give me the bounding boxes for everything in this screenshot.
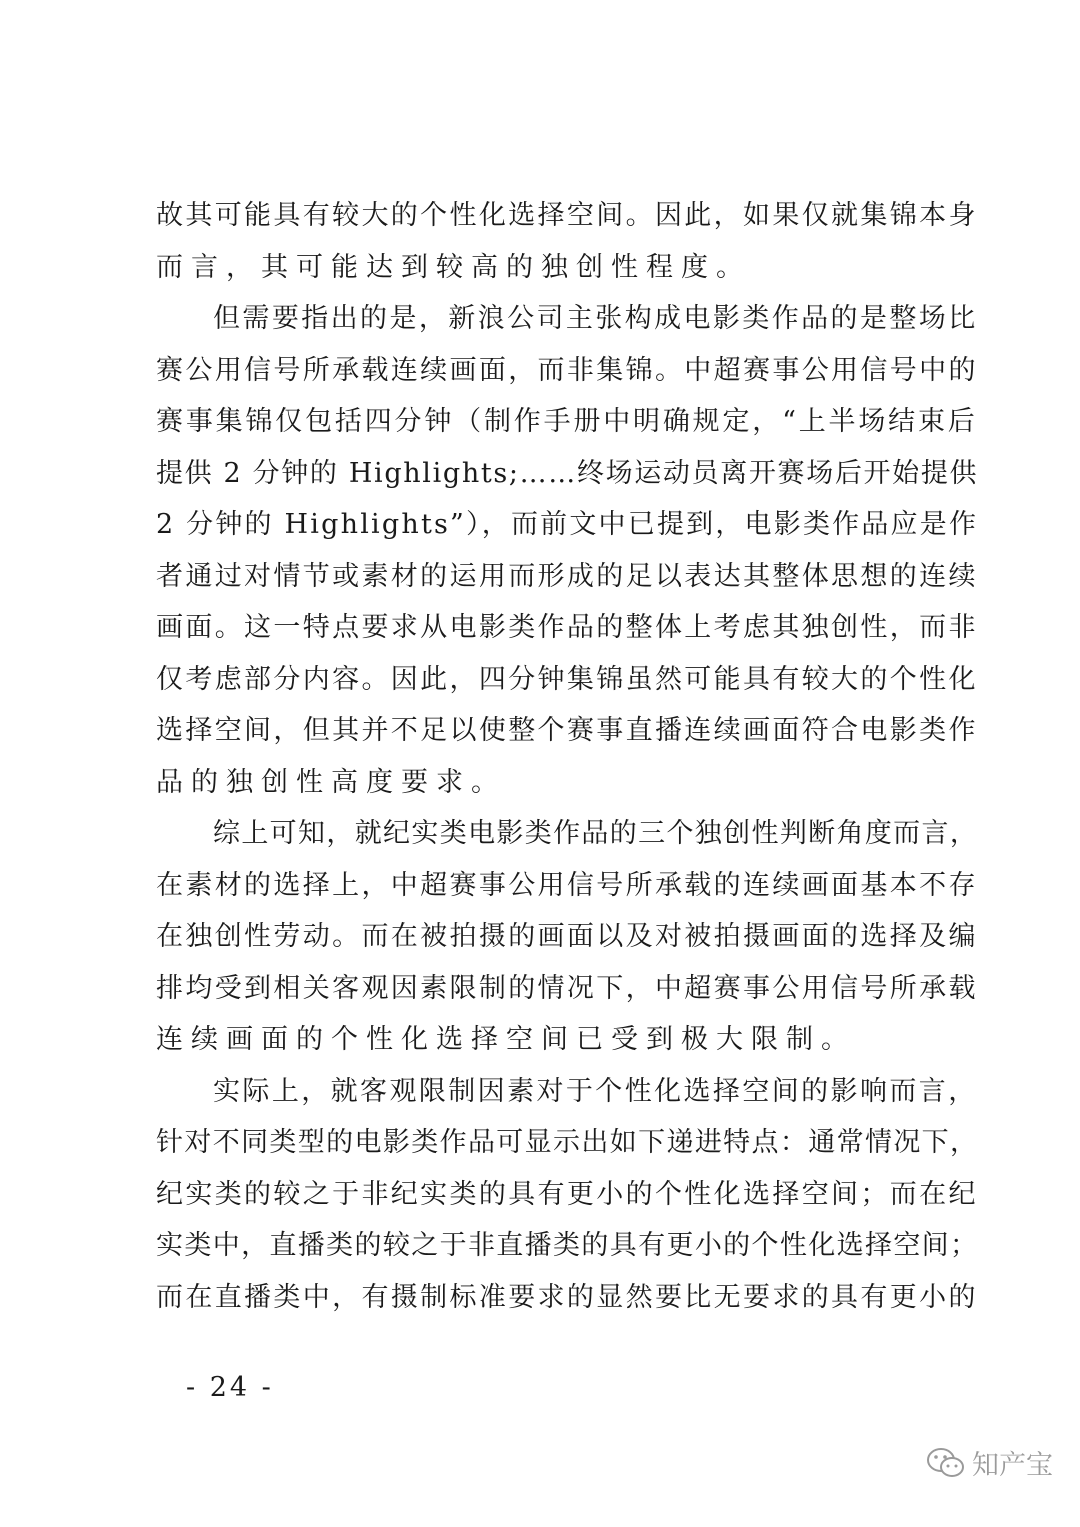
text-line: 针对不同类型的电影类作品可显示出如下递进特点：通常情况下， bbox=[156, 1127, 979, 1158]
text-line: 2 分钟的 Highlights”），而前文中已提到，电影类作品应是作 bbox=[156, 509, 979, 540]
text-line: 赛公用信号所承载连续画面，而非集锦。中超赛事公用信号中的 bbox=[156, 354, 978, 386]
text-line: 赛事集锦仅包括四分钟（制作手册中明确规定，“上半场结束后 bbox=[156, 406, 978, 437]
text-line: 但需要指出的是，新浪公司主张构成电影类作品的是整场比 bbox=[213, 303, 978, 334]
text-line: 实类中，直播类的较之于非直播类的具有更小的个性化选择空间； bbox=[156, 1230, 979, 1261]
body-text bbox=[156, 190, 978, 1323]
text-line: 纪实类的较之于非纪实类的具有更小的个性化选择空间；而在纪 bbox=[156, 1178, 978, 1210]
text-line: 品的独创性高度要求。 bbox=[156, 766, 506, 798]
watermark-text: 知产宝 bbox=[972, 1450, 1053, 1481]
text-line: 画面。这一特点要求从电影类作品的整体上考虑其独创性，而非 bbox=[156, 612, 978, 643]
text-line: 在素材的选择上，中超赛事公用信号所承载的连续画面基本不存 bbox=[156, 869, 978, 901]
wechat-icon bbox=[926, 1446, 966, 1480]
watermark bbox=[926, 1443, 1053, 1482]
text-line: 综上可知，就纪实类电影类作品的三个独创性判断角度而言， bbox=[213, 818, 979, 849]
text-line: 在独创性劳动。而在被拍摄的画面以及对被拍摄画面的选择及编 bbox=[156, 921, 978, 952]
paragraph-lines bbox=[156, 190, 978, 1323]
text-line: 者通过对情节或素材的运用而形成的足以表达其整体思想的连续 bbox=[156, 560, 978, 592]
text-line: 实际上，就客观限制因素对于个性化选择空间的影响而言， bbox=[213, 1075, 978, 1107]
page-number: - 24 - bbox=[186, 1372, 274, 1403]
text-line: 选择空间，但其并不足以使整个赛事直播连续画面符合电影类作 bbox=[156, 715, 978, 746]
text-line: 提供 2 分钟的 Highlights;……终场运动员离开赛场后开始提供 bbox=[156, 457, 979, 489]
text-line: 故其可能具有较大的个性化选择空间。因此，如果仅就集锦本身 bbox=[156, 200, 978, 231]
text-line: 而在直播类中，有摄制标准要求的显然要比无要求的具有更小的 bbox=[156, 1281, 978, 1313]
text-line: 而言，其可能达到较高的独创性程度。 bbox=[156, 251, 751, 283]
text-line: 连续画面的个性化选择空间已受到极大限制。 bbox=[156, 1024, 856, 1055]
text-line: 仅考虑部分内容。因此，四分钟集锦虽然可能具有较大的个性化 bbox=[156, 663, 978, 695]
text-line: 排均受到相关客观因素限制的情况下，中超赛事公用信号所承载 bbox=[156, 972, 978, 1004]
